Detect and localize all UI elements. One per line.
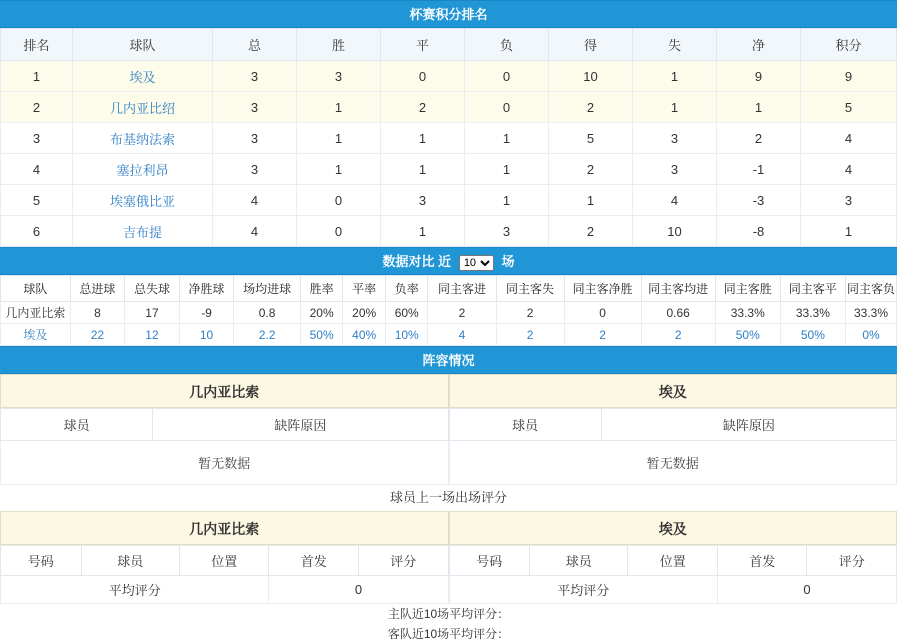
standings-header-row (1, 29, 897, 61)
compare-value-cell: 0.8 (234, 302, 301, 324)
lineup-home-col-player: 球员 (1, 409, 153, 441)
compare-col-ha-avg: 同主客均进 (641, 276, 715, 302)
gd-cell: -3 (717, 185, 801, 216)
table-row (1, 324, 897, 346)
compare-value-cell: 0.66 (641, 302, 715, 324)
rating-home-col-player: 球员 (81, 546, 179, 576)
standings-col-pts: 积分 (801, 29, 897, 61)
rating-away-team: 埃及 (449, 511, 897, 545)
standings-col-rank: 排名 (1, 29, 73, 61)
compare-col-ha-draw: 同主客平 (780, 276, 845, 302)
pts-cell: 4 (801, 123, 897, 154)
compare-value-cell: 22 (70, 324, 125, 346)
compare-table (0, 275, 897, 346)
home-avg-rating-note: 主队近10场平均评分： (0, 604, 897, 624)
rating-away-panel (449, 511, 897, 604)
compare-value-cell: 2.2 (234, 324, 301, 346)
compare-value-cell: 2 (564, 324, 641, 346)
lineup-away-col-player: 球员 (449, 409, 601, 441)
lineup-home-header-row (1, 409, 449, 441)
compare-value-cell: 50% (780, 324, 845, 346)
ga-cell: 10 (633, 216, 717, 247)
rating-away-avg-value: 0 (717, 576, 896, 604)
compare-col-gf: 总进球 (70, 276, 125, 302)
rank-cell: 6 (1, 216, 73, 247)
rating-split (0, 511, 897, 604)
rating-away-col-player: 球员 (530, 546, 628, 576)
rank-cell: 4 (1, 154, 73, 185)
team-link[interactable]: 吉布提 (123, 225, 162, 240)
pts-cell: 4 (801, 154, 897, 185)
lineup-away-empty: 暂无数据 (449, 441, 897, 485)
table-row (1, 441, 449, 485)
standings-col-played: 总 (213, 29, 297, 61)
compare-value-cell: 2 (428, 302, 496, 324)
gf-cell: 2 (549, 92, 633, 123)
gf-cell: 10 (549, 61, 633, 92)
compare-col-gd: 净胜球 (179, 276, 234, 302)
gd-cell: -1 (717, 154, 801, 185)
last-match-rating-title: 球员上一场出场评分 (0, 485, 897, 511)
gd-cell: -8 (717, 216, 801, 247)
compare-col-team: 球队 (1, 276, 71, 302)
lineup-home-col-reason: 缺阵原因 (153, 409, 448, 441)
team-cell[interactable] (73, 92, 213, 123)
win-cell: 0 (297, 185, 381, 216)
played-cell: 3 (213, 92, 297, 123)
table-row[interactable] (1, 61, 897, 92)
team-link[interactable]: 埃塞俄比亚 (110, 194, 175, 209)
played-cell: 3 (213, 123, 297, 154)
table-row[interactable] (1, 185, 897, 216)
lineup-away-col-reason: 缺阵原因 (601, 409, 896, 441)
match-count-select[interactable] (459, 255, 494, 271)
played-cell: 3 (213, 154, 297, 185)
team-link[interactable]: 塞拉利昂 (116, 163, 168, 178)
draw-cell: 2 (381, 92, 465, 123)
rank-cell: 1 (1, 61, 73, 92)
compare-value-cell: 0% (845, 324, 896, 346)
draw-cell: 1 (381, 154, 465, 185)
compare-value-cell: 4 (428, 324, 496, 346)
lineup-home-table (0, 408, 449, 485)
compare-col-ha-gf: 同主客进 (428, 276, 496, 302)
ga-cell: 4 (633, 185, 717, 216)
compare-col-ha-loss: 同主客负 (845, 276, 896, 302)
standings-col-ga: 失 (633, 29, 717, 61)
compare-value-cell: 60% (385, 302, 428, 324)
compare-col-ha-gd: 同主客净胜 (564, 276, 641, 302)
rating-away-col-position: 位置 (628, 546, 718, 576)
pts-cell: 9 (801, 61, 897, 92)
standings-col-gf: 得 (549, 29, 633, 61)
rating-away-header-row (449, 546, 897, 576)
rating-away-table (449, 545, 897, 604)
gd-cell: 2 (717, 123, 801, 154)
standings-title: 杯赛积分排名 (0, 0, 897, 28)
gf-cell: 5 (549, 123, 633, 154)
played-cell: 4 (213, 216, 297, 247)
pts-cell: 3 (801, 185, 897, 216)
table-row (1, 302, 897, 324)
team-cell[interactable] (73, 61, 213, 92)
compare-value-cell: 50% (300, 324, 343, 346)
loss-cell: 0 (465, 92, 549, 123)
table-row[interactable] (1, 123, 897, 154)
lineup-away-header-row (449, 409, 897, 441)
draw-cell: 3 (381, 185, 465, 216)
lineup-away-team: 埃及 (449, 374, 897, 408)
lineup-split (0, 374, 897, 485)
win-cell: 1 (297, 92, 381, 123)
compare-col-ga: 总失球 (125, 276, 180, 302)
gf-cell: 2 (549, 154, 633, 185)
lineup-title: 阵容情况 (0, 346, 897, 374)
ga-cell: 1 (633, 92, 717, 123)
team-cell[interactable] (73, 123, 213, 154)
table-row (449, 441, 897, 485)
compare-col-ha-ga: 同主客失 (496, 276, 564, 302)
compare-value-cell: 8 (70, 302, 125, 324)
win-cell: 1 (297, 154, 381, 185)
table-row[interactable] (1, 216, 897, 247)
standings-col-draw: 平 (381, 29, 465, 61)
played-cell: 4 (213, 185, 297, 216)
compare-col-lossrate: 负率 (385, 276, 428, 302)
rating-home-team: 几内亚比索 (0, 511, 449, 545)
compare-col-avg-gf: 场均进球 (234, 276, 301, 302)
rating-away-avg-label: 平均评分 (449, 576, 717, 604)
compare-value-cell: 10 (179, 324, 234, 346)
compare-col-winrate: 胜率 (300, 276, 343, 302)
pts-cell: 5 (801, 92, 897, 123)
team-link[interactable]: 埃及 (129, 70, 155, 85)
compare-value-cell: 2 (641, 324, 715, 346)
rating-away-col-starter: 首发 (717, 546, 807, 576)
rating-home-avg-value: 0 (269, 576, 448, 604)
win-cell: 3 (297, 61, 381, 92)
compare-value-cell: 20% (300, 302, 343, 324)
gd-cell: 1 (717, 92, 801, 123)
win-cell: 1 (297, 123, 381, 154)
win-cell: 0 (297, 216, 381, 247)
compare-header-row (1, 276, 897, 302)
compare-value-cell: 0 (564, 302, 641, 324)
ga-cell: 3 (633, 123, 717, 154)
compare-value-cell: 33.3% (780, 302, 845, 324)
standings-col-loss: 负 (465, 29, 549, 61)
compare-col-drawrate: 平率 (343, 276, 386, 302)
rank-cell: 2 (1, 92, 73, 123)
table-row (449, 576, 897, 604)
compare-title: 数据对比 (383, 254, 435, 269)
compare-value-cell: 33.3% (715, 302, 780, 324)
compare-value-cell: 50% (715, 324, 780, 346)
team-cell[interactable] (73, 185, 213, 216)
gd-cell: 9 (717, 61, 801, 92)
compare-team-cell: 埃及 (1, 324, 71, 346)
compare-value-cell: 33.3% (845, 302, 896, 324)
rating-home-col-score: 评分 (358, 546, 448, 576)
compare-title-bar (0, 247, 897, 275)
draw-cell: 1 (381, 123, 465, 154)
loss-cell: 1 (465, 154, 549, 185)
compare-value-cell: 10% (385, 324, 428, 346)
compare-value-cell: 17 (125, 302, 180, 324)
compare-near-label: 近 (438, 254, 451, 269)
rating-home-avg-label: 平均评分 (1, 576, 269, 604)
pts-cell: 1 (801, 216, 897, 247)
rating-home-col-starter: 首发 (269, 546, 359, 576)
compare-team-cell: 几内亚比索 (1, 302, 71, 324)
standings-table (0, 28, 897, 247)
gf-cell: 1 (549, 185, 633, 216)
lineup-home-team: 几内亚比索 (0, 374, 449, 408)
gf-cell: 2 (549, 216, 633, 247)
rating-home-table (0, 545, 449, 604)
played-cell: 3 (213, 61, 297, 92)
rank-cell: 3 (1, 123, 73, 154)
ga-cell: 3 (633, 154, 717, 185)
rating-home-header-row (1, 546, 449, 576)
standings-col-gd: 净 (717, 29, 801, 61)
team-link[interactable]: 布基纳法索 (110, 132, 175, 147)
rank-cell: 5 (1, 185, 73, 216)
compare-value-cell: 40% (343, 324, 386, 346)
lineup-away-table (449, 408, 897, 485)
loss-cell: 3 (465, 216, 549, 247)
rating-home-col-position: 位置 (179, 546, 269, 576)
team-link[interactable]: 几内亚比绍 (110, 101, 175, 116)
compare-suffix-label: 场 (501, 254, 514, 269)
compare-value-cell: 2 (496, 302, 564, 324)
team-cell[interactable] (73, 154, 213, 185)
away-avg-rating-note: 客队近10场平均评分： (0, 624, 897, 644)
lineup-home-empty: 暂无数据 (1, 441, 449, 485)
compare-value-cell: 2 (496, 324, 564, 346)
compare-value-cell: 12 (125, 324, 180, 346)
loss-cell: 1 (465, 185, 549, 216)
table-row[interactable] (1, 92, 897, 123)
table-row (1, 576, 449, 604)
rating-away-col-score: 评分 (807, 546, 897, 576)
loss-cell: 0 (465, 61, 549, 92)
rating-home-panel (0, 511, 449, 604)
lineup-home-panel (0, 374, 449, 485)
table-row[interactable] (1, 154, 897, 185)
team-cell[interactable] (73, 216, 213, 247)
ga-cell: 1 (633, 61, 717, 92)
draw-cell: 0 (381, 61, 465, 92)
compare-value-cell: -9 (179, 302, 234, 324)
standings-col-win: 胜 (297, 29, 381, 61)
draw-cell: 1 (381, 216, 465, 247)
rating-away-col-number: 号码 (449, 546, 530, 576)
rating-home-col-number: 号码 (1, 546, 82, 576)
lineup-away-panel (449, 374, 897, 485)
compare-col-ha-win: 同主客胜 (715, 276, 780, 302)
compare-value-cell: 20% (343, 302, 386, 324)
loss-cell: 1 (465, 123, 549, 154)
standings-col-team: 球队 (73, 29, 213, 61)
